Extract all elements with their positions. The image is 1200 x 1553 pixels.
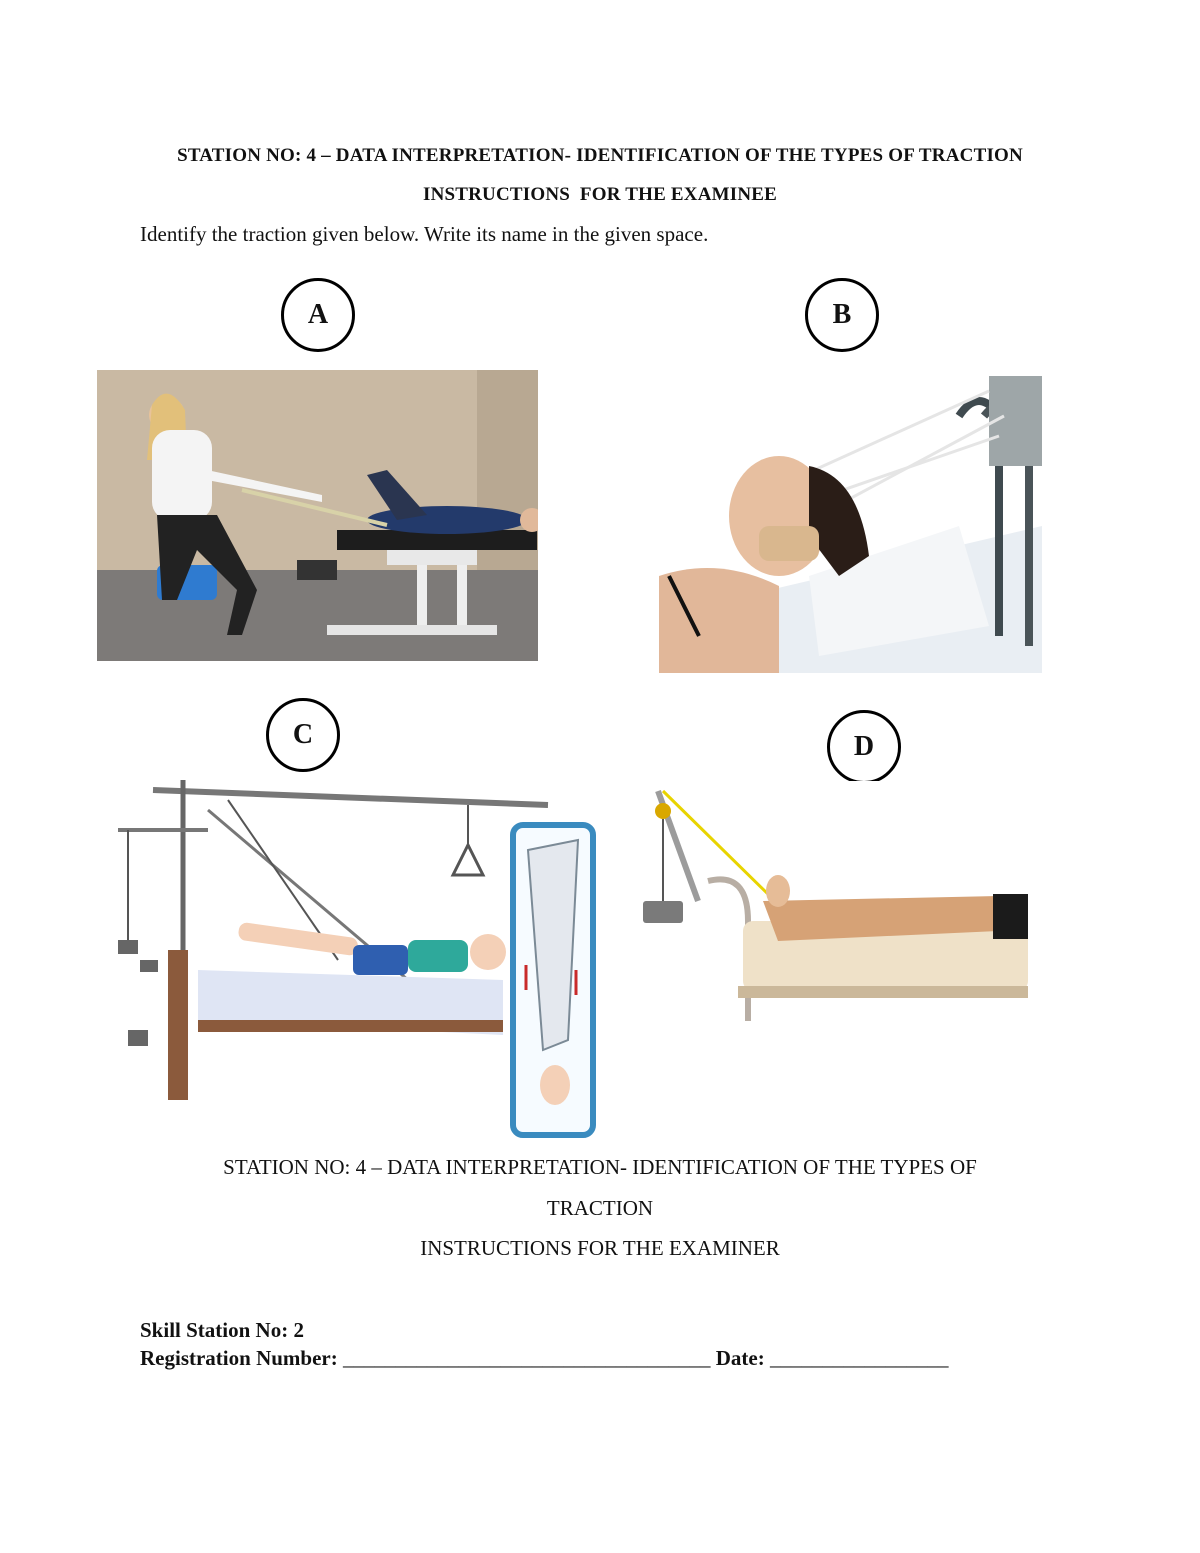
figure-label-a: A (281, 278, 355, 352)
figure-label-b: B (805, 278, 879, 352)
registration-label: Registration Number: (140, 1346, 338, 1370)
examiner-title-line1: STATION NO: 4 – DATA INTERPRETATION- IDENTIFICATION OF THE TYPES OF (223, 1155, 977, 1179)
skill-station-line: Skill Station No: 2 (140, 1318, 304, 1342)
examinee-title: STATION NO: 4 – DATA INTERPRETATION- IDENTIFICATION OF THE TYPES OF TRACTION (177, 145, 1023, 166)
examinee-subtitle: INSTRUCTIONS FOR THE EXAMINEE (422, 184, 778, 205)
examiner-subtitle: INSTRUCTIONS FOR THE EXAMINER (420, 1236, 780, 1260)
registration-number-field[interactable]: ___________________________________ (342, 1346, 711, 1370)
bucks-skin-traction-photo (638, 781, 1028, 1024)
figure-label-c: C (266, 698, 340, 772)
examiner-title-line2: TRACTION (546, 1196, 654, 1220)
instruction-text: Identify the traction given below. Write its name in the given space. (140, 222, 709, 246)
manual-traction-photo (97, 370, 538, 661)
cervical-halter-traction-photo (659, 376, 1042, 673)
balanced-suspension-traction-illustration (108, 780, 613, 1142)
date-field[interactable]: _________________ (769, 1346, 949, 1370)
date-label: Date: (715, 1346, 765, 1370)
registration-line (140, 1346, 948, 1371)
figure-label-d: D (827, 710, 901, 784)
